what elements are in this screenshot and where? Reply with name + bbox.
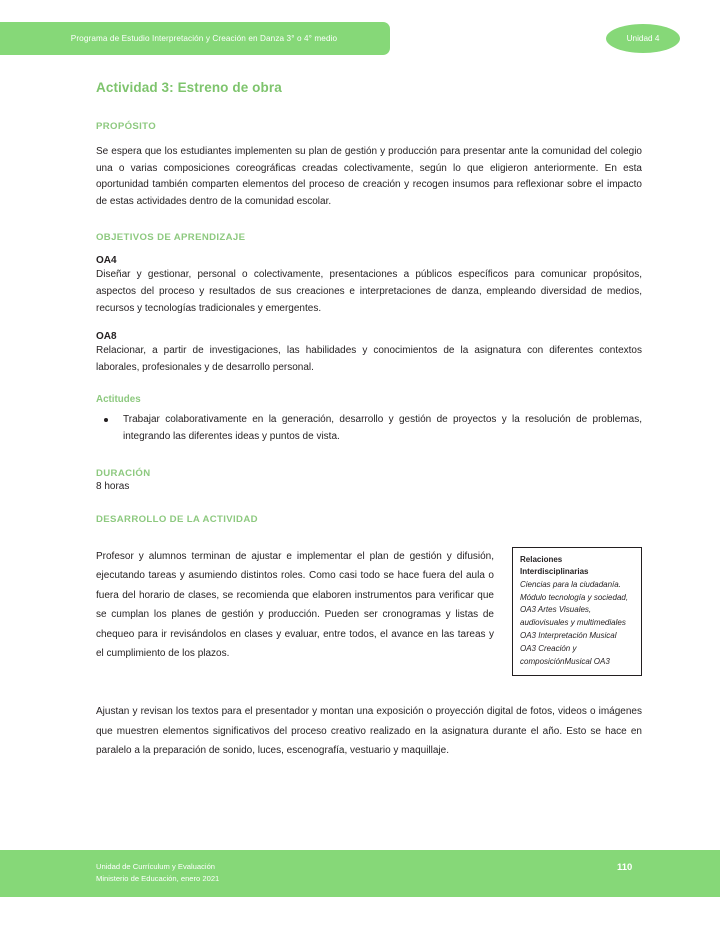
section-heading-desarrollo: DESARROLLO DE LA ACTIVIDAD [96, 513, 258, 525]
unit-badge-label: Unidad 4 [626, 34, 660, 43]
footer-credits [96, 861, 219, 884]
header-program-bar [0, 22, 390, 55]
section-heading-objetivos: OBJETIVOS DE APRENDIZAJE [96, 232, 246, 244]
desarrollo-paragraph-1: Profesor y alumnos terminan de ajustar e implementar el plan de gestión y difusión, ejecutando tareas y asumiendo distintos roles. Como casi todo se hace fuera del aula o fuera del horario de clases, se recomienda que elaboren instrumentos para verificar que se cumplan los planes de gestión y producción. Pueden ser cronogramas y listas de chequeo para ir revisándolos en clases y evaluar, entre todos, el avance en las tareas y el cumplimiento de los plazos. [96, 550, 494, 660]
document-content [96, 80, 642, 761]
interdisc-box-title-line2: Interdisciplinarias [520, 567, 589, 577]
actitud-text: Trabajar colaborativamente en la generación, desarrollo y gestión de proyectos y la resolución de problemas, integrando las diferentes ideas y puntos de vista. [123, 414, 642, 442]
page-title: Actividad 3: Estreno de obra [96, 80, 282, 95]
desarrollo-paragraph-2: Ajustan y revisan los textos para el presentador y montan una exposición o proyección digital de fotos, videos o imágenes que muestren elementos significativos del proceso creativo realizado en la asignatura durante el año. Esto se hace en paralelo a la preparación de sonido, luces, escenografía, vestuario y maquillaje. [96, 706, 642, 757]
unit-badge [606, 24, 680, 53]
section-heading-proposito: PROPÓSITO [96, 121, 157, 132]
oa-code-oa4: OA4 [96, 255, 117, 267]
footer-credits-line2: Ministerio de Educación, enero 2021 [96, 873, 220, 883]
footer-credits-line1: Unidad de Currículum y Evaluación [96, 862, 216, 871]
footer-bar [0, 850, 720, 897]
interdisciplinary-relations-box [512, 547, 642, 677]
actitudes-list [96, 412, 642, 445]
objetivo-oa4 [96, 255, 642, 317]
objetivo-oa8 [96, 331, 642, 376]
header-program-label: Programa de Estudio Interpretación y Creación en Danza 3° o 4° medio [70, 34, 338, 43]
section-heading-duracion: DURACIÓN [96, 467, 151, 479]
interdisc-box-title-line1: Relaciones [520, 554, 563, 564]
page-number: 110 [617, 862, 633, 873]
proposito-text: Se espera que los estudiantes implementen su plan de gestión y producción para presentar ante la comunidad del colegio una o varias composiciones coreográficas creadas colectivamente, según lo que eligieron anteriormente. En esta oportunidad también comparten elementos del proceso de creación y recogen insumos para reflexionar sobre el impacto de estas actividades dentro de la comunidad escolar. [96, 146, 642, 207]
list-item [96, 412, 642, 445]
desarrollo-body [96, 547, 642, 761]
duracion-value: 8 horas [96, 480, 130, 492]
oa-code-oa8: OA8 [96, 331, 117, 343]
section-heading-actitudes: Actitudes [96, 394, 141, 406]
bullet-dot-icon [104, 418, 108, 422]
interdisc-box-body: Ciencias para la ciudadanía. Módulo tecnología y sociedad, OA3 Artes Visuales, audiovisuales y multimediales OA3 Interpretación Musical OA3 Creación y composiciónMusical OA3 [520, 579, 629, 666]
oa-text-oa8: Relacionar, a partir de investigaciones, las habilidades y conocimientos de la asignatura con diferentes contextos laborales, profesionales y de desarrollo personal. [96, 345, 642, 373]
oa-text-oa4: Diseñar y gestionar, personal o colectivamente, presentaciones a públicos específicos para comunicar propósitos, aspectos del proceso y resultados de sus creaciones e interpretaciones de danza, empleando diversidad de medios, recursos y tecnologías tradicionales y emergentes. [96, 269, 642, 314]
